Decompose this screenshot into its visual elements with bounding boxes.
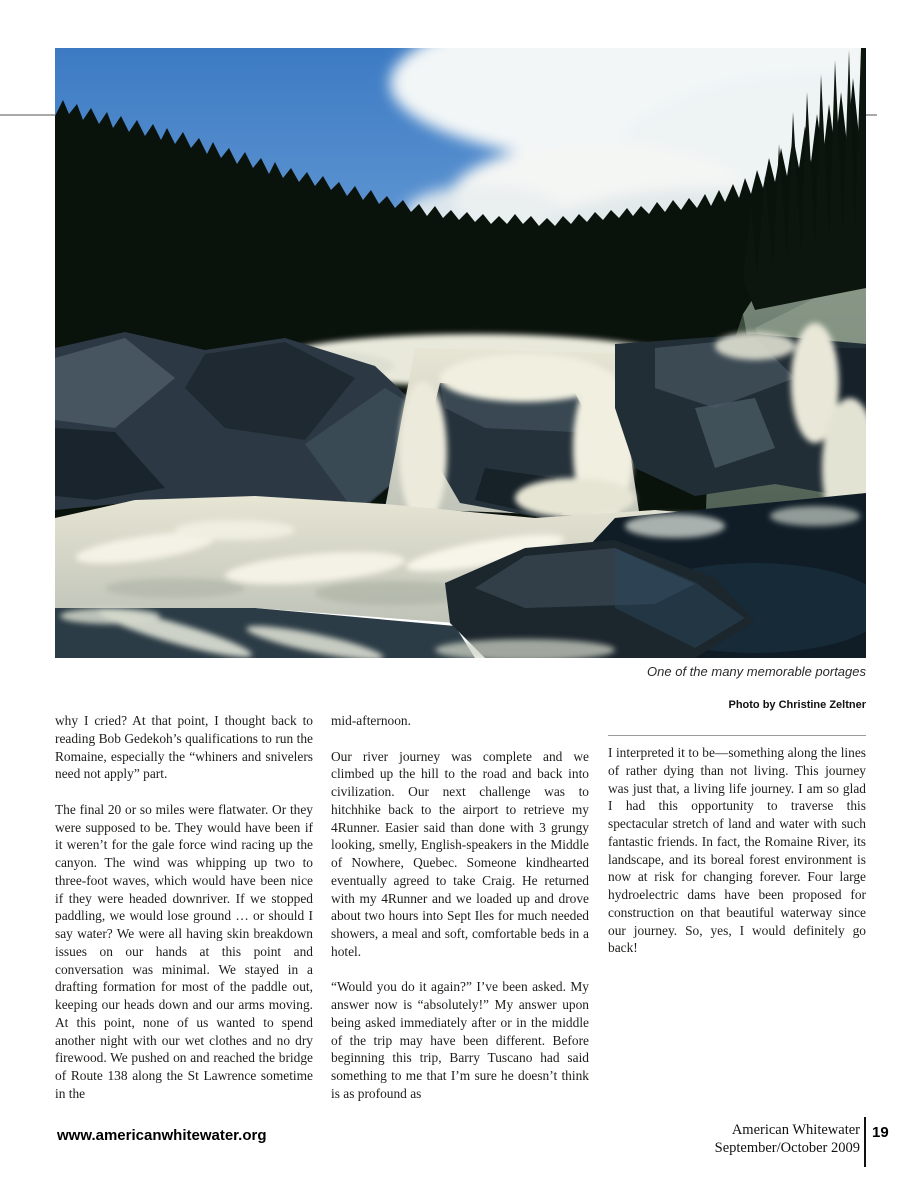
paragraph: Our river journey was complete and we climbed up the hill to the road and back into civilization. Our next challenge was to hitchhike back to the airport to retrieve my 4Runner. Easier said than done with 3 grungy looking, smelly, English-speakers in the Middle of Nowhere, Quebec. Someone kindhearted eventually agreed to take Craig. He returned with my 4Runner and we loaded up and drove about two hours into Sept Iles for much needed showers, a meal and soft, comfortable beds in a hotel. xyxy=(331,748,589,959)
paragraph: “Would you do it again?” I’ve been asked. My answer now is “absolutely!” My answer upon being asked immediately after or in the middle of the trip may have been different. Before beginning this trip, Barry Tuscano had said something to me that I’m sure he doesn’t think is as profound as xyxy=(331,979,589,1101)
photo-credit: Photo by Christine Zeltner xyxy=(728,699,866,711)
article-column-3 xyxy=(608,744,866,975)
center-cascade xyxy=(385,348,640,526)
footer-divider-rule xyxy=(864,1117,866,1167)
footer-magazine-info xyxy=(560,1121,860,1157)
margin-rule-right xyxy=(866,114,877,116)
river-photo-illustration xyxy=(55,48,866,658)
column-divider-rule xyxy=(608,735,866,736)
footer-website-url: www.americanwhitewater.org xyxy=(57,1127,267,1144)
river-photo xyxy=(55,48,866,658)
footer-magazine-title: American Whitewater xyxy=(731,1122,860,1138)
paragraph: mid-afternoon. xyxy=(331,713,411,728)
margin-rule-left xyxy=(0,114,56,116)
page-number: 19 xyxy=(872,1124,889,1141)
footer-issue: September/October 2009 xyxy=(714,1140,860,1156)
paragraph: I interpreted it to be—something along the lines of rather dying than not living. This journey was just that, a living life journey. I am so glad I had this opportunity to traverse this spectacular stretch of land and water with such fantastic friends. In fact, the Romaine River, its landscape, and its boreal forest environment is now at risk for changing forever. Four large hydroelectric dams have been proposed for construction on that beautiful waterway since our journey. So, yes, I would definitely go back! xyxy=(608,745,866,956)
paragraph: why I cried? At that point, I thought back to reading Bob Gedekoh’s qualifications to run the Romaine, especially the “whiners and snivelers need not apply” part. xyxy=(55,713,313,782)
photo-caption: One of the many memorable portages xyxy=(647,664,866,679)
article-column-2 xyxy=(331,712,589,1120)
article-column-1 xyxy=(55,712,313,1120)
paragraph: The final 20 or so miles were flatwater. Or they were supposed to be. They would have been if it weren’t for the gale force wind racing up the canyon. The wind was whipping up two to three-foot waves, which would have been nice if they were headed downriver. If we stopped paddling, we would lose ground … or should I say water? We were all having skin breakdown issues on our hands at this point and conversation was minimal. We stayed in a drafting formation for most of the paddle out, keeping our heads down and our arms moving. At this point, none of us wanted to spend another night with our wet clothes and no dry firewood. We pushed on and reached the bridge of Route 138 along the St Lawrence sometime in the xyxy=(55,801,313,1101)
